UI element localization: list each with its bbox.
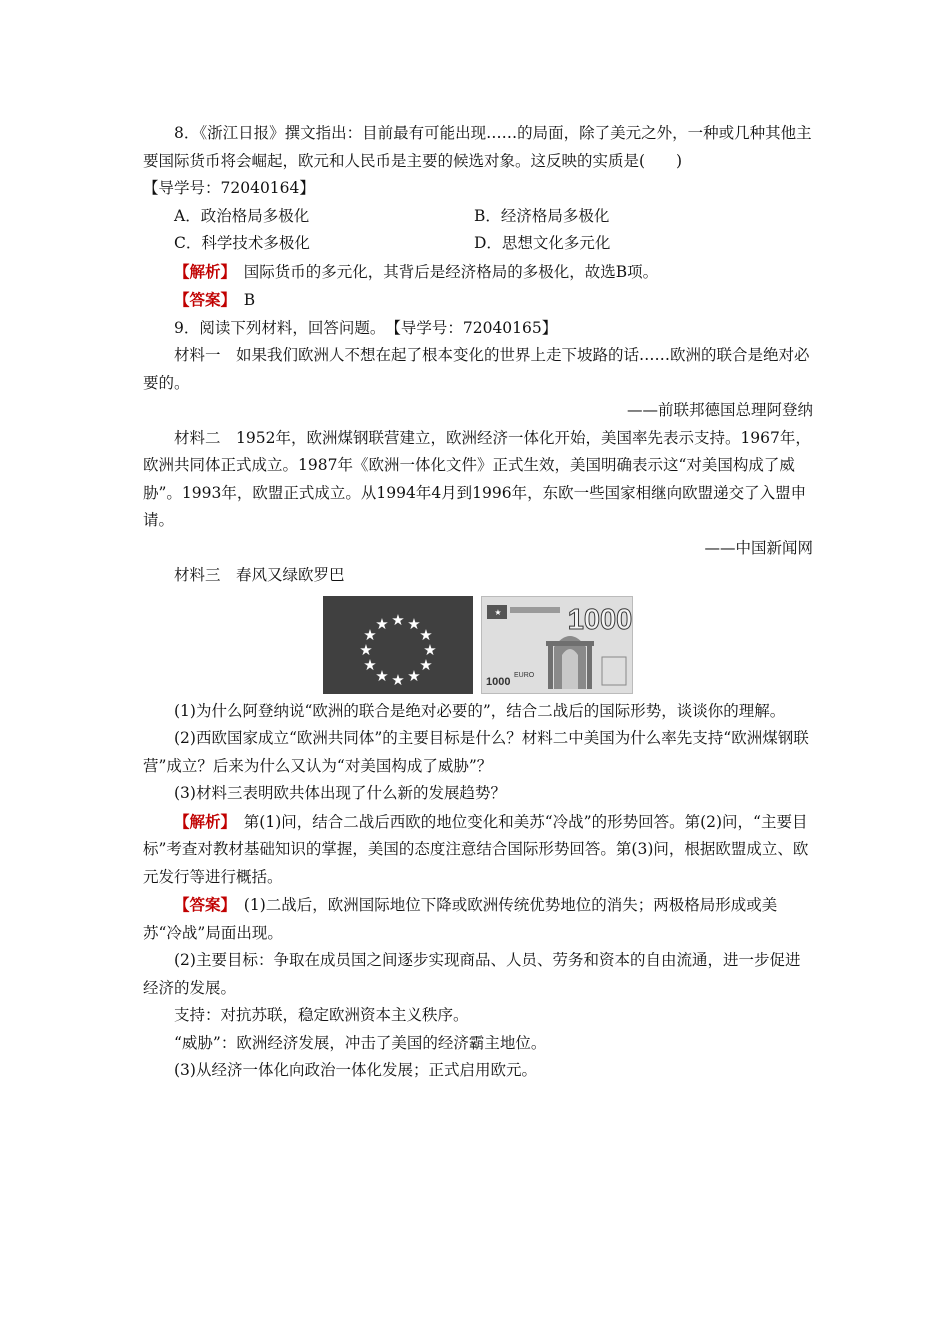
q8-option-d: D．思想文化多元化 bbox=[474, 234, 611, 252]
q8-option-a: A．政治格局多极化 bbox=[174, 206, 310, 225]
q8-option-c: C．科学技术多极化 bbox=[174, 234, 310, 252]
svg-text:★: ★ bbox=[375, 614, 389, 633]
svg-text:★: ★ bbox=[363, 655, 377, 674]
eu-flag-image bbox=[323, 596, 473, 694]
svg-text:★: ★ bbox=[391, 610, 405, 629]
q9-answer-3: 支持：对抗苏联，稳定欧洲资本主义秩序。 bbox=[174, 1006, 469, 1024]
q9-analysis bbox=[143, 808, 813, 892]
q9-material-1: 材料一 如果我们欧洲人不想在起了根本变化的世界上走下坡路的话……欧洲的联合是绝对必要的。 bbox=[143, 346, 810, 392]
q8-answer bbox=[143, 286, 813, 315]
q8-analysis-tag: 【解析】 bbox=[174, 261, 229, 281]
svg-text:★: ★ bbox=[391, 670, 405, 689]
q9-question-1: (1)为什么阿登纳说“欧洲的联合是绝对必要的”，结合二战后的国际形势，谈谈你的理解。 bbox=[174, 701, 786, 720]
q8-option-b: B．经济格局多极化 bbox=[474, 206, 610, 225]
q9-material-3-figures bbox=[143, 596, 813, 694]
q9-answer-1 bbox=[143, 891, 813, 947]
q8-analysis-text: 国际货币的多元化，其背后是经济格局的多极化，故选B项。 bbox=[243, 262, 659, 281]
q8-analysis bbox=[143, 258, 813, 287]
document-content bbox=[143, 120, 813, 1085]
q9-intro: 9．阅读下列材料，回答问题。 【导学号：72040165】 bbox=[174, 318, 558, 337]
euro-banknote-image bbox=[481, 596, 633, 694]
svg-text:★: ★ bbox=[407, 666, 421, 685]
eu-flag-stars-icon bbox=[323, 596, 473, 694]
q8-guide-number: 【导学号：72040164】 bbox=[143, 179, 315, 197]
euro-banknote-art bbox=[482, 597, 632, 693]
q9-material-2: 材料二 1952年，欧洲煤钢联营建立，欧洲经济一体化开始，美国率先表示支持。1967年，欧洲共同体正式成立。1987年《欧洲一体化文件》正式生效，美国明确表示这“对美国构成了威胁”。1993年，欧盟正式成立。从1994年4月到1996年，东欧一些国家相继向欧盟递交了入盟申请。 bbox=[143, 428, 811, 529]
q9-answer-tag: 【答案】 bbox=[174, 895, 229, 914]
q8-options-row-1 bbox=[143, 203, 813, 231]
q9-answer-4: “威胁”：欧洲经济发展，冲击了美国的经济霸主地位。 bbox=[174, 1033, 547, 1052]
q9-material-3: 材料三 春风又绿欧罗巴 bbox=[174, 566, 345, 584]
svg-text:★: ★ bbox=[359, 640, 373, 659]
q8-options-row-2 bbox=[143, 230, 813, 258]
q9-answer-2: (2)主要目标：争取在成员国之间逐步实现商品、人员、劳务和资本的自由流通，进一步促进经济的发展。 bbox=[143, 951, 801, 997]
q9-answer-1-text: (1)二战后，欧洲国际地位下降或欧洲传统优势地位的消失；两极格局形成或美苏“冷战”局面出现。 bbox=[143, 896, 778, 942]
svg-text:★: ★ bbox=[494, 607, 502, 617]
svg-text:★: ★ bbox=[419, 625, 433, 644]
q8-answer-text: B bbox=[243, 291, 256, 309]
svg-text:★: ★ bbox=[363, 625, 377, 644]
q8-stem: 8．《浙江日报》撰文指出：目前最有可能出现……的局面，除了美元之外，一种或几种其他主要国际货币将会崛起，欧元和人民币是主要的候选对象。这反映的实质是( ) bbox=[143, 124, 812, 170]
q9-analysis-tag: 【解析】 bbox=[174, 811, 229, 831]
svg-text:★: ★ bbox=[423, 640, 437, 659]
q9-question-2: (2)西欧国家成立“欧洲共同体”的主要目标是什么？材料二中美国为什么率先支持“欧洲煤钢联营”成立？后来为什么又认为“对美国构成了威胁”？ bbox=[143, 729, 809, 775]
q9-question-3: (3)材料三表明欧共体出现了什么新的发展趋势？ bbox=[174, 784, 506, 802]
q9-material-2-source: ——中国新闻网 bbox=[704, 538, 813, 557]
banknote-currency-label: EURO bbox=[514, 671, 535, 679]
banknote-denomination-large: 1000 bbox=[567, 603, 632, 636]
q8-answer-tag: 【答案】 bbox=[174, 290, 229, 309]
svg-text:★: ★ bbox=[375, 666, 389, 685]
q9-answer-5: (3)从经济一体化向政治一体化发展；正式启用欧元。 bbox=[174, 1061, 537, 1079]
banknote-denomination-small: 1000 bbox=[486, 675, 511, 688]
q9-material-1-source: ——前联邦德国总理阿登纳 bbox=[626, 401, 813, 419]
svg-text:★: ★ bbox=[419, 655, 433, 674]
q9-analysis-text: 第(1)问，结合二战后西欧的地位变化和美苏“冷战”的形势回答。第(2)问，“主要目标”考查对教材基础知识的掌握，美国的态度注意结合国际形势回答。第(3)问，根据欧盟成立、欧元发行等进行概括。 bbox=[143, 812, 809, 886]
svg-text:★: ★ bbox=[407, 614, 421, 633]
